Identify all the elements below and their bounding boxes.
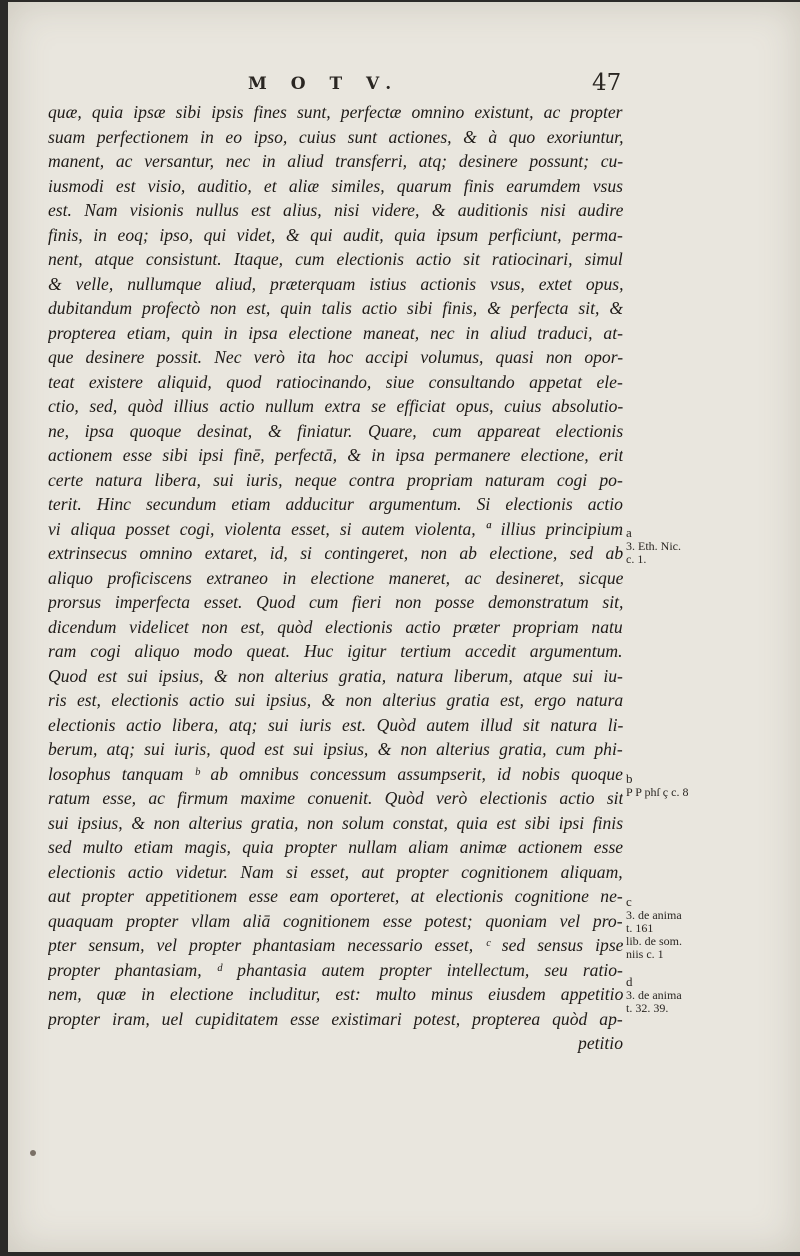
margin-note-b bbox=[626, 772, 786, 799]
text-line: ris est, electionis actio sui ipsius, & non alterius gratia est, ergo natura bbox=[48, 690, 623, 710]
page-header bbox=[8, 70, 800, 100]
text-line: ctio, sed, quòd illius actio nullum extra se efficiat opus, cuius absolutio- bbox=[48, 396, 623, 416]
text-line: electionis actio videtur. Nam si esset, aut propter cognitionem aliquam, bbox=[48, 861, 623, 882]
text-line: prorsus imperfecta esset. Quod cum fieri non posse demonstratum sit, bbox=[48, 592, 623, 612]
page-number: 47 bbox=[592, 70, 622, 96]
text-line: petitio bbox=[578, 1033, 623, 1053]
margin-note-a bbox=[626, 526, 786, 566]
margin-note-ref: 3. de anima t. 161 lib. de som. niis c. 1 bbox=[626, 908, 682, 961]
margin-note-d bbox=[626, 975, 786, 1015]
text-line: vi aliqua posset cogi, violenta esset, si autem violenta, ª illius principium bbox=[48, 518, 623, 539]
text-line: aliquo proficiscens extraneo in electione maneret, ac desineret, sicque bbox=[48, 567, 623, 588]
text-line: dubitandum profectò non est, quin talis actio sibi finis, & perfecta sit, & bbox=[48, 298, 623, 318]
text-line: Quod est sui ipsius, & non alterius gratia, natura liberum, atque sui iu- bbox=[48, 665, 623, 686]
margin-note-key: d bbox=[626, 974, 633, 989]
text-line: suam perfectionem in eo ipso, cuius sunt actiones, & à quo exoriuntur, bbox=[48, 126, 623, 147]
text-line: electionis actio libera, atq; sui iuris est. Quòd autem illud sit natura li- bbox=[48, 714, 623, 735]
text-line: manent, ac versantur, nec in aliud transferri, atq; desinere possunt; cu- bbox=[48, 151, 623, 171]
text-line: quaquam propter vllam aliā cognitionem esse potest; quoniam vel pro- bbox=[48, 910, 623, 931]
text-line: teat existere aliquid, quod ratiocinando, siue consultando appetat ele- bbox=[48, 371, 623, 392]
margin-note-key: c bbox=[626, 894, 632, 909]
text-line: actionem esse sibi ipsi finē, perfectā, & in ipsa permanere electione, erit bbox=[48, 445, 623, 465]
margin-note-c bbox=[626, 895, 786, 961]
text-line: certe natura libera, sui iuris, neque contra propriam naturam cogi po- bbox=[48, 469, 623, 490]
text-line: ram cogi aliquo modo queat. Huc igitur tertium accedit argumentum. bbox=[48, 641, 623, 661]
text-line: finis, in eoq; ipso, qui videt, & qui audit, quia ipsum perficiunt, perma- bbox=[48, 224, 623, 245]
ink-spot bbox=[30, 1150, 36, 1156]
text-line: aut propter appetitionem esse eam oporteret, at electionis cognitione ne- bbox=[48, 886, 623, 906]
text-line: terit. Hinc secundum etiam adducitur argumentum. Si electionis actio bbox=[48, 494, 623, 514]
text-line: propter iram, uel cupiditatem esse existimari potest, propterea quòd ap- bbox=[48, 1008, 623, 1029]
text-line: berum, atq; sui iuris, quod est sui ipsius, & non alterius gratia, cum phi- bbox=[48, 739, 623, 759]
text-line: est. Nam visionis nullus est alius, nisi videre, & auditionis nisi audire bbox=[48, 200, 623, 220]
margin-note-ref: P P phſ ç c. 8 bbox=[626, 785, 689, 799]
margin-note-key: a bbox=[626, 525, 632, 540]
text-line: ratum esse, ac firmum maxime conuenit. Quòd verò electionis actio sit bbox=[48, 788, 623, 808]
text-line: & velle, nullumque aliud, præterquam istius actionis vsus, extet opus, bbox=[48, 273, 623, 294]
body-text bbox=[48, 100, 623, 1056]
text-line: nent, atque consistunt. Itaque, cum electionis actio sit ratiocinari, simul bbox=[48, 249, 623, 269]
book-page bbox=[8, 2, 800, 1252]
text-line: sui ipsius, & non alterius gratia, non solum constat, quia est sibi ipsi finis bbox=[48, 812, 623, 833]
text-line: propter phantasiam, ᵈ phantasia autem propter intellectum, seu ratio- bbox=[48, 959, 623, 980]
text-line: extrinsecus omnino extaret, id, si contingeret, non ab electione, sed ab bbox=[48, 543, 623, 563]
text-line: iusmodi est visio, auditio, et aliæ similes, quarum finis earumdem vsus bbox=[48, 175, 623, 196]
text-line: quæ, quia ipsæ sibi ipsis fines sunt, perfectæ omnino existunt, ac propter bbox=[48, 102, 623, 122]
text-line: dicendum videlicet non est, quòd electionis actio præter propriam natu bbox=[48, 616, 623, 637]
text-line: ne, ipsa quoque desinat, & finiatur. Quare, cum appareat electionis bbox=[48, 420, 623, 441]
text-line: nem, quæ in electione includitur, est: multo minus eiusdem appetitio bbox=[48, 984, 623, 1004]
running-head: M O T V. bbox=[248, 74, 401, 94]
margin-note-key: b bbox=[626, 771, 633, 786]
margin-note-ref: 3. Eth. Nic. c. 1. bbox=[626, 539, 681, 566]
margin-note-ref: 3. de anima t. 32. 39. bbox=[626, 988, 682, 1015]
text-line: sed multo etiam magis, quia propter nullam aliam animæ actionem esse bbox=[48, 837, 623, 857]
text-line: propterea etiam, quin in ipsa electione maneat, nec in aliud traduci, at- bbox=[48, 322, 623, 343]
text-line: que desinere possit. Nec verò ita hoc accipi volumus, quasi non opor- bbox=[48, 347, 623, 367]
text-line: pter sensum, vel propter phantasiam necessario esset, ᶜ sed sensus ipse bbox=[48, 935, 623, 955]
text-line: losophus tanquam ᵇ ab omnibus concessum assumpserit, id nobis quoque bbox=[48, 763, 623, 784]
